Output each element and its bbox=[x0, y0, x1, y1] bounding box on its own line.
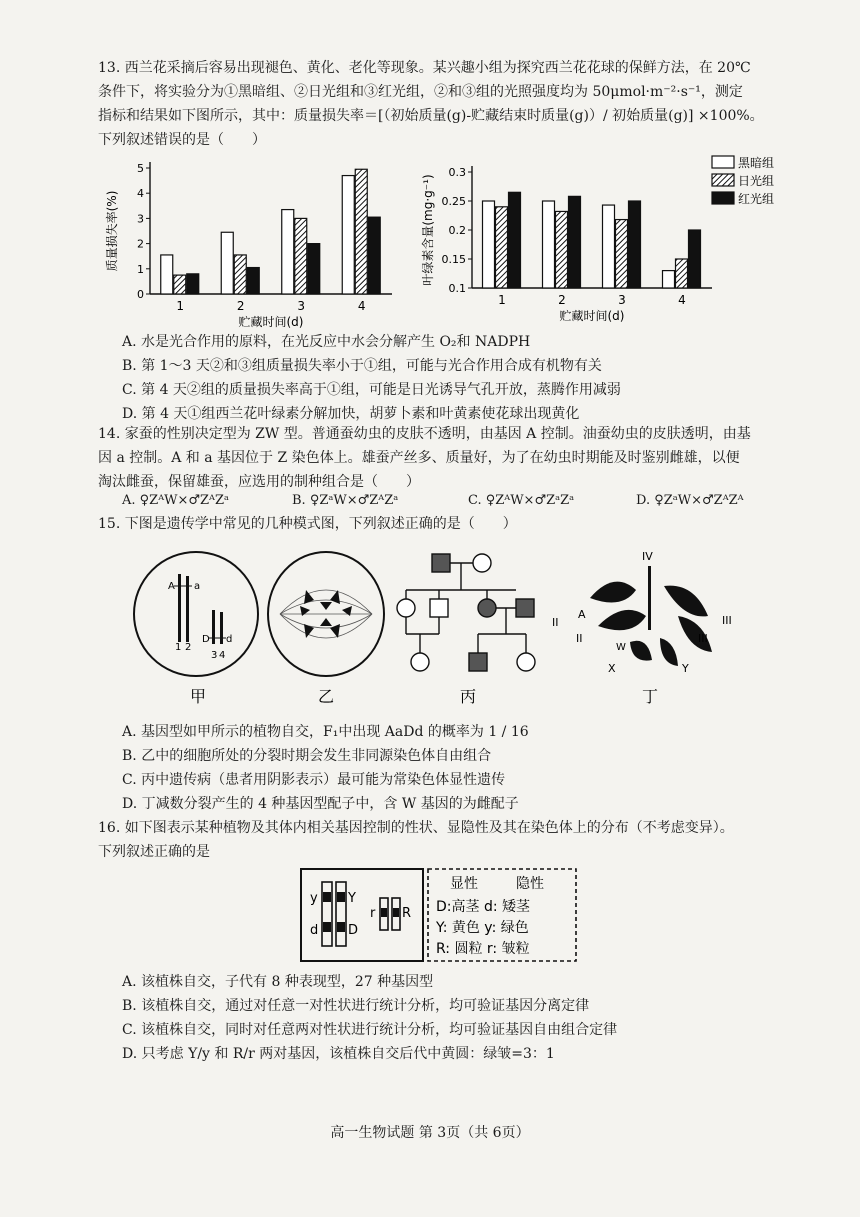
legend-row-1: D:高茎 d: 矮茎 bbox=[436, 899, 531, 915]
q13-line-1: 13. 西兰花采摘后容易出现褪色、黄化、老化等现象。某兴趣小组为探究西兰花花球的保鲜方法，在 20℃ bbox=[98, 60, 751, 76]
legend-swatch bbox=[712, 192, 734, 204]
jia-label-D: D bbox=[202, 634, 210, 645]
jia-label-4: 4 bbox=[219, 650, 226, 661]
bar-红光组-1 bbox=[509, 192, 521, 288]
jia-label-d: d bbox=[226, 634, 233, 645]
bar-红光组-3 bbox=[629, 201, 641, 288]
legend-recessive-head: 隐性 bbox=[516, 876, 544, 892]
y-tick-label: 0.3 bbox=[448, 166, 466, 179]
q15-option-c[interactable]: C. 丙中遗传病（患者用阴影表示）最可能为常染色体显性遗传 bbox=[122, 772, 506, 788]
q14-line-1: 14. 家蚕的性别决定型为 ZW 型。普通蚕幼虫的皮肤不透明，由基因 A 控制。油蚕幼虫的皮肤透明，由基 bbox=[98, 426, 751, 442]
q13-option-b[interactable]: B. 第 1～3 天②和③组质量损失率小于①组，可能与光合作用合成有机物有关 bbox=[122, 358, 602, 374]
fig16-label-r: r bbox=[370, 906, 376, 921]
legend-dominant-head: 显性 bbox=[450, 876, 478, 892]
x-tick-label: 4 bbox=[678, 293, 686, 307]
legend-label: 红光组 bbox=[738, 192, 775, 206]
chlorophyll-chart bbox=[420, 148, 790, 328]
bar-黑暗组-1 bbox=[483, 201, 495, 288]
bar-黑暗组-3 bbox=[603, 205, 615, 288]
legend-swatch bbox=[712, 156, 734, 168]
x-tick-label: 2 bbox=[558, 293, 566, 307]
legend-label: 黑暗组 bbox=[738, 156, 775, 170]
x-tick-label: 3 bbox=[618, 293, 626, 307]
y-tick-label: 2 bbox=[137, 237, 144, 251]
fig16-label-Y: Y bbox=[348, 891, 356, 906]
bar-红光组-3 bbox=[308, 244, 320, 294]
q14-option-b[interactable]: B. ♀ZᵃW×♂ZᴬZᵃ bbox=[292, 493, 399, 508]
q13-option-a[interactable]: A. 水是光合作用的原料，在光反应中水会分解产生 O₂和 NADPH bbox=[122, 334, 531, 350]
x-axis-label: 贮藏时间(d) bbox=[238, 315, 304, 328]
x-tick-label: 4 bbox=[357, 299, 366, 313]
fig16-label-y: y bbox=[310, 891, 318, 906]
bar-黑暗组-2 bbox=[543, 201, 555, 288]
bar-红光组-4 bbox=[368, 217, 380, 294]
label-bing: 丙 bbox=[460, 687, 477, 706]
y-tick-label: 0.25 bbox=[441, 195, 466, 208]
q14-line-2: 因 a 控制。A 和 a 基因位于 Z 染色体上。雄蚕产丝多、质量好，为了在幼虫时期能及时鉴别雌雄，以便 bbox=[98, 450, 740, 466]
q16-line-1: 16. 如下图表示某种植物及其体内相关基因控制的性状、显隐性及其在染色体上的分布（不考虑变异）。 bbox=[98, 820, 734, 836]
x-tick-label: 2 bbox=[236, 299, 245, 313]
bar-日光组-1 bbox=[496, 207, 508, 288]
bar-日光组-4 bbox=[676, 259, 688, 288]
y-tick-label: 0.2 bbox=[448, 224, 466, 237]
ding-label-W: W bbox=[616, 642, 626, 653]
mass-loss-chart bbox=[100, 148, 400, 328]
y-tick-label: 5 bbox=[137, 162, 144, 175]
bar-日光组-3 bbox=[616, 220, 628, 288]
y-tick-label: 4 bbox=[137, 187, 144, 201]
q13-option-c[interactable]: C. 第 4 天②组的质量损失率高于①组，可能是日光诱导气孔开放，蒸腾作用减弱 bbox=[122, 382, 621, 398]
x-axis-label: 贮藏时间(d) bbox=[559, 309, 625, 323]
legend-label: 日光组 bbox=[738, 174, 775, 188]
fig16-label-D: D bbox=[348, 923, 359, 938]
jia-label-A: A bbox=[168, 581, 175, 592]
bar-日光组-2 bbox=[556, 211, 568, 288]
ding-label-X: X bbox=[608, 662, 616, 675]
q15-option-a[interactable]: A. 基因型如甲所示的植物自交，F₁中出现 AaDd 的概率为 1 / 16 bbox=[122, 724, 529, 740]
bar-黑暗组-4 bbox=[342, 176, 354, 294]
page-footer: 高一生物试题 第 3页（共 6页） bbox=[330, 1125, 530, 1141]
q13-line-4: 下列叙述错误的是（ ） bbox=[98, 132, 266, 148]
diagram-bing-pedigree bbox=[397, 554, 535, 671]
q14-option-a[interactable]: A. ♀ZᴬW×♂ZᴬZᵃ bbox=[122, 493, 229, 508]
ding-label-II-mid: II bbox=[576, 632, 583, 645]
gene-chromosome-figure bbox=[300, 868, 580, 964]
jia-label-3: 3 bbox=[211, 650, 218, 661]
q15-option-d[interactable]: D. 丁减数分裂产生的 4 种基因型配子中，含 W 基因的为雌配子 bbox=[122, 796, 519, 812]
diagram-ding bbox=[552, 550, 732, 675]
label-ding: 丁 bbox=[642, 687, 659, 706]
q16-option-a[interactable]: A. 该植株自交，子代有 8 种表现型，27 种基因型 bbox=[122, 974, 434, 990]
q15-option-b[interactable]: B. 乙中的细胞所处的分裂时期会发生非同源染色体自由组合 bbox=[122, 748, 492, 764]
q13-line-2: 条件下，将实验分为①黑暗组、②日光组和③红光组，②和③组的光照强度均为 50μmol·m⁻²·s⁻¹，测定 bbox=[98, 84, 743, 100]
q16-option-d[interactable]: D. 只考虑 Y/y 和 R/r 两对基因，该植株自交后代中黄圆：绿皱=3：1 bbox=[122, 1046, 555, 1062]
q14-line-3: 淘汰雌蚕，保留雄蚕，应选用的制种组合是（ ） bbox=[98, 474, 420, 490]
bar-黑暗组-4 bbox=[663, 271, 675, 288]
q15-line-1: 15. 下图是遗传学中常见的几种模式图，下列叙述正确的是（ ） bbox=[98, 516, 517, 532]
label-yi: 乙 bbox=[318, 687, 335, 706]
ding-label-III-right: III bbox=[722, 614, 732, 627]
ding-label-IV: IV bbox=[642, 550, 653, 563]
bar-红光组-2 bbox=[569, 196, 581, 288]
genetics-diagrams bbox=[130, 546, 770, 716]
y-tick-label: 0.15 bbox=[441, 253, 466, 266]
bar-红光组-1 bbox=[187, 274, 199, 294]
y-tick-label: 1 bbox=[137, 262, 144, 276]
label-jia: 甲 bbox=[190, 687, 207, 706]
ding-label-III-mid: III bbox=[698, 632, 708, 645]
y-tick-label: 3 bbox=[137, 212, 144, 226]
jia-label-1: 1 bbox=[175, 642, 182, 653]
jia-label-2: 2 bbox=[185, 642, 192, 653]
jia-label-a: a bbox=[194, 581, 201, 592]
bar-日光组-1 bbox=[174, 275, 186, 294]
x-tick-label: 3 bbox=[297, 299, 306, 313]
legend-swatch bbox=[712, 174, 734, 186]
bar-日光组-2 bbox=[234, 255, 246, 294]
q14-option-c[interactable]: C. ♀ZᴬW×♂ZᵃZᵃ bbox=[468, 493, 575, 508]
q16-line-2: 下列叙述正确的是 bbox=[98, 844, 210, 860]
x-tick-label: 1 bbox=[176, 299, 185, 313]
ding-label-Y: Y bbox=[682, 662, 689, 675]
bar-日光组-4 bbox=[355, 169, 367, 294]
y-axis-label: 叶绿素含量(mg·g⁻¹) bbox=[421, 174, 435, 286]
legend-row-2: Y: 黄色 y: 绿色 bbox=[436, 920, 529, 936]
q16-option-c[interactable]: C. 该植株自交，同时对任意两对性状进行统计分析，均可验证基因自由组合定律 bbox=[122, 1022, 618, 1038]
x-tick-label: 1 bbox=[498, 293, 506, 307]
ding-label-II-left: II bbox=[552, 616, 559, 629]
y-tick-label: 0.1 bbox=[448, 282, 466, 295]
diagram-jia bbox=[134, 552, 258, 676]
bar-红光组-2 bbox=[247, 268, 259, 294]
bar-黑暗组-1 bbox=[161, 255, 173, 294]
ding-label-A: A bbox=[578, 608, 586, 621]
bar-黑暗组-3 bbox=[282, 210, 294, 294]
q13-line-3: 指标和结果如下图所示，其中：质量损失率＝[（初始质量(g)-贮藏结束时质量(g)）/ 初始质量(g)] ×100%。 bbox=[98, 108, 764, 124]
q13-option-d[interactable]: D. 第 4 天①组西兰花叶绿素分解加快，胡萝卜素和叶黄素使花球出现黄化 bbox=[122, 406, 580, 422]
diagram-yi bbox=[268, 552, 384, 676]
bar-日光组-3 bbox=[295, 218, 307, 294]
y-tick-label: 0 bbox=[137, 288, 144, 301]
q16-option-b[interactable]: B. 该植株自交，通过对任意一对性状进行统计分析，均可验证基因分离定律 bbox=[122, 998, 590, 1014]
bar-黑暗组-2 bbox=[221, 232, 233, 294]
y-axis-label: 质量损失率(%) bbox=[105, 190, 119, 272]
fig16-label-d: d bbox=[310, 923, 319, 938]
fig16-label-R: R bbox=[402, 906, 412, 921]
bar-红光组-4 bbox=[689, 230, 701, 288]
legend-row-3: R: 圆粒 r: 皱粒 bbox=[436, 941, 530, 957]
q14-option-d[interactable]: D. ♀ZᵃW×♂ZᴬZᴬ bbox=[636, 493, 744, 508]
